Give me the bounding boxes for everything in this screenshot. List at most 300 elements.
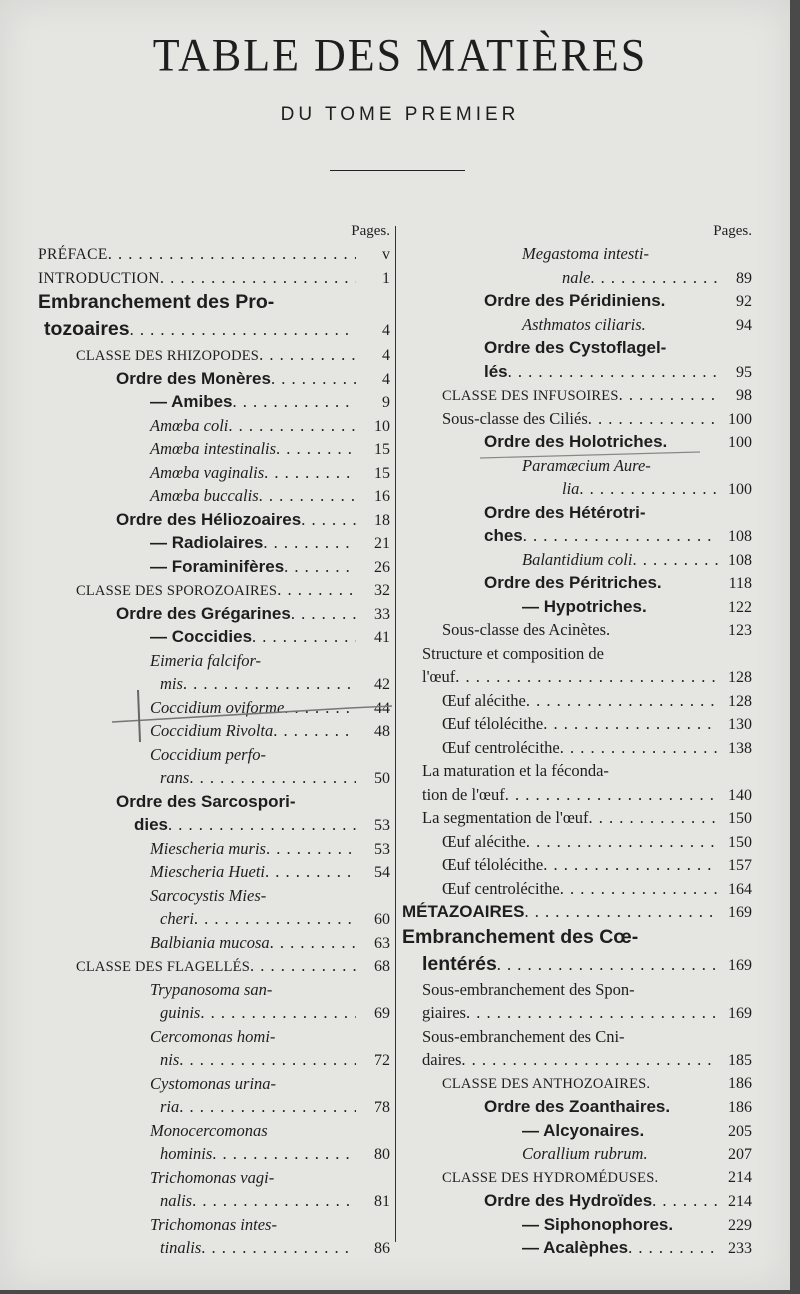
- dot-leader: [271, 367, 356, 391]
- toc-entry-label: hominis: [160, 1144, 213, 1163]
- toc-entry-label: — Amibes: [150, 392, 233, 411]
- toc-entry: [38, 1119, 390, 1143]
- toc-entry: [402, 548, 752, 572]
- toc-entry-label: Monocercomonas: [150, 1120, 268, 1140]
- toc-entry-label: Amœba intestinalis: [150, 439, 277, 458]
- toc-page-number: 122: [728, 598, 752, 616]
- toc-entry-label: Paramæcium Aure-: [522, 455, 651, 475]
- toc-entry-label: daires: [422, 1050, 462, 1069]
- toc-page-number: 100: [728, 410, 752, 428]
- toc-entry-label: Œuf télolécithe: [442, 855, 544, 874]
- toc-entry-label: mis: [160, 674, 183, 693]
- toc-page-number: 41: [374, 629, 390, 646]
- toc-entry-label: tozoaires: [44, 318, 130, 340]
- toc-entry-label: Sarcocystis Mies-: [150, 885, 267, 905]
- toc-page-number: 186: [728, 1074, 752, 1092]
- toc-entry: [38, 625, 390, 649]
- toc-entry-label: Ordre des Sarcospori-: [116, 791, 296, 811]
- toc-entry-label: lentérés: [422, 952, 497, 975]
- toc-page-number: 138: [728, 739, 752, 757]
- dot-leader: [543, 712, 718, 736]
- toc-entry: [402, 571, 752, 595]
- toc-page-number: 98: [736, 387, 752, 404]
- toc-entry-label: Ordre des Héliozoaires: [116, 509, 302, 529]
- toc-entry: [38, 1189, 390, 1213]
- toc-entry-label: Corallium rubrum.: [522, 1144, 648, 1163]
- dot-leader: [589, 806, 718, 830]
- toc-entry: [402, 501, 752, 525]
- toc-entry: [38, 602, 390, 626]
- toc-entry-label: La segmentation de l'œuf: [422, 808, 589, 827]
- toc-page-number: 164: [728, 880, 752, 898]
- toc-entry: [402, 477, 752, 501]
- toc-page-number: 60: [374, 911, 390, 928]
- toc-entry: [402, 1213, 752, 1237]
- toc-entry: [402, 736, 752, 760]
- toc-entry-label: tinalis: [160, 1238, 202, 1257]
- toc-entry-label: giaires: [422, 1003, 466, 1022]
- toc-page-number: 94: [736, 316, 752, 334]
- toc-page-number: 157: [728, 857, 752, 874]
- toc-page-number: 54: [374, 864, 390, 881]
- toc-entry-label: Œuf télolécithe: [442, 714, 544, 733]
- toc-entry: [38, 531, 390, 555]
- toc-entry: [38, 390, 390, 414]
- toc-entry-label: La maturation et la féconda-: [422, 761, 609, 780]
- toc-page-number: 214: [728, 1193, 752, 1210]
- dot-leader: [284, 555, 356, 579]
- right-entries: [402, 242, 752, 1260]
- toc-entry-label: Sous-embranchement des Cni-: [422, 1026, 625, 1046]
- right-column: [402, 220, 752, 1260]
- toc-entry: [38, 1048, 390, 1072]
- toc-entry-label: Sous-classe des Ciliés: [442, 408, 588, 428]
- toc-page-number: 68: [374, 958, 390, 975]
- toc-page-number: 72: [374, 1052, 390, 1069]
- dot-leader: [160, 266, 356, 290]
- toc-page-number: 128: [728, 669, 752, 686]
- toc-entry: [38, 316, 390, 343]
- toc-entry: [402, 1119, 752, 1143]
- toc-entry-label: Coccidium perfo-: [150, 744, 266, 764]
- dot-leader: [543, 853, 718, 877]
- toc-entry: [402, 978, 752, 1002]
- dot-leader: [461, 1048, 718, 1072]
- toc-entry-label: tion de l'œuf: [422, 784, 505, 804]
- toc-entry: [402, 1025, 752, 1049]
- toc-entry-label: Trypanosoma san-: [150, 979, 273, 999]
- toc-entry: [402, 336, 752, 360]
- toc-entry-label: — Coccidies: [150, 627, 253, 646]
- dot-leader: [291, 602, 356, 626]
- toc-entry-label: — Acalèphes: [522, 1238, 629, 1257]
- toc-entry-label: lia: [562, 479, 580, 498]
- toc-entry-label: CLASSE DES HYDROMÉDUSES.: [442, 1169, 659, 1186]
- toc-entry-label: Œuf alécithe: [442, 690, 526, 710]
- toc-page-number: 186: [728, 1099, 752, 1116]
- toc-entry: [38, 1072, 390, 1096]
- toc-page-number: 81: [374, 1193, 390, 1210]
- toc-entry: [38, 343, 390, 367]
- toc-entry-label: Balbiania mucosa: [150, 932, 270, 952]
- dot-leader: [263, 531, 356, 555]
- toc-entry-label: — Foraminifères: [150, 556, 285, 576]
- toc-page-number: 50: [374, 770, 390, 787]
- toc-page-number: 229: [728, 1216, 752, 1234]
- toc-entry-label: Sous-embranchement des Spon-: [422, 979, 635, 999]
- toc-page-number: 92: [736, 293, 752, 310]
- toc-entry-label: Embranchement des Pro-: [38, 291, 275, 313]
- title-rule: [330, 170, 465, 171]
- toc-page-number: 26: [374, 558, 390, 576]
- dot-leader: [560, 877, 718, 901]
- toc-page-number: 169: [728, 1005, 752, 1022]
- toc-entry-label: PRÉFACE: [38, 246, 108, 263]
- toc-entry-label: Ordre des Péridiniens.: [484, 291, 666, 310]
- toc-page-number: 10: [374, 417, 390, 435]
- toc-page-number: 53: [374, 817, 390, 834]
- toc-entry-label: Embranchement des Cœ-: [402, 925, 639, 948]
- dot-leader: [192, 1189, 356, 1213]
- toc-entry-label: INTRODUCTION: [38, 269, 160, 287]
- toc-entry: [402, 524, 752, 548]
- toc-page-number: 185: [728, 1052, 752, 1069]
- dot-leader: [183, 672, 356, 696]
- toc-entry: [402, 360, 752, 384]
- toc-entry-label: Ordre des Cystoflagel-: [484, 338, 667, 357]
- dot-leader: [526, 830, 718, 854]
- toc-page-number: 100: [728, 434, 752, 451]
- toc-entry: [38, 860, 390, 884]
- toc-page-number: 233: [728, 1240, 752, 1257]
- toc-entry-label: ches: [484, 526, 523, 545]
- toc-entry: [38, 1095, 390, 1119]
- toc-entry: [38, 367, 390, 391]
- toc-entry: [402, 430, 752, 454]
- toc-entry-label: l'œuf: [422, 667, 456, 686]
- toc-entry: [38, 790, 390, 814]
- toc-entry: [38, 1166, 390, 1190]
- dot-leader: [270, 931, 356, 955]
- toc-entry: [402, 1072, 752, 1096]
- toc-page-number: 100: [728, 481, 752, 498]
- dot-leader: [233, 390, 356, 414]
- dot-leader: [455, 665, 718, 689]
- toc-entry: [38, 1001, 390, 1025]
- toc-entry-label: Ordre des Holotriches.: [484, 432, 668, 451]
- toc-entry: [38, 649, 390, 673]
- toc-entry: [402, 951, 752, 978]
- toc-page-number: 15: [374, 464, 390, 482]
- dot-leader: [179, 1095, 356, 1119]
- toc-page-number: 130: [728, 716, 752, 733]
- dot-leader: [652, 1189, 718, 1213]
- dot-leader: [588, 407, 718, 431]
- toc-page-number: 207: [728, 1146, 752, 1163]
- toc-page-number: 15: [374, 441, 390, 458]
- toc-entry: [402, 783, 752, 807]
- toc-entry: [38, 289, 390, 316]
- toc-entry-label: Amœba coli: [150, 415, 229, 435]
- toc-page-number: 1: [382, 269, 390, 287]
- toc-entry: [402, 595, 752, 619]
- dot-leader: [264, 461, 356, 485]
- toc-entry: [38, 242, 390, 266]
- toc-entry: [38, 461, 390, 485]
- dot-leader: [200, 1001, 356, 1025]
- toc-entry-label: Cystomonas urina-: [150, 1073, 277, 1093]
- toc-entry: [38, 1025, 390, 1049]
- dot-leader: [505, 783, 718, 807]
- toc-entry: [38, 1142, 390, 1166]
- toc-page-number: 86: [374, 1240, 390, 1257]
- toc-entry-label: — Alcyonaires.: [522, 1120, 645, 1140]
- dot-leader: [632, 548, 718, 572]
- toc-entry: [402, 853, 752, 877]
- toc-entry: [38, 696, 390, 720]
- toc-entry-label: Eimeria falcifor-: [150, 650, 262, 670]
- dot-leader: [579, 477, 718, 501]
- toc-entry: [402, 1095, 752, 1119]
- toc-entry: [38, 813, 390, 837]
- toc-entry-label: nale: [562, 267, 591, 287]
- dot-leader: [628, 1236, 718, 1260]
- toc-entry: [402, 618, 752, 642]
- toc-page-number: 4: [382, 347, 390, 364]
- dot-leader: [523, 524, 718, 548]
- toc-entry: [402, 1236, 752, 1260]
- toc-entry: [402, 712, 752, 736]
- toc-entry-label: CLASSE DES SPOROZOAIRES: [76, 583, 278, 599]
- toc-entry-label: nis: [160, 1050, 180, 1069]
- toc-entry: [402, 665, 752, 689]
- toc-entry-label: Asthmatos ciliaris.: [522, 314, 646, 334]
- toc-entry-label: CLASSE DES FLAGELLÉS: [76, 959, 250, 975]
- toc-entry: [38, 931, 390, 955]
- toc-entry: [38, 414, 390, 438]
- dot-leader: [250, 954, 356, 978]
- dot-leader: [273, 719, 356, 743]
- toc-entry: [402, 689, 752, 713]
- toc-entry-label: Œuf alécithe: [442, 831, 526, 851]
- toc-entry: [38, 484, 390, 508]
- dot-leader: [284, 696, 356, 720]
- toc-entry-label: MÉTAZOAIRES: [402, 902, 525, 921]
- toc-page-number: 21: [374, 535, 390, 552]
- toc-entry: [38, 719, 390, 743]
- toc-page-number: 69: [374, 1005, 390, 1022]
- toc-entry-label: — Hypotriches.: [522, 596, 647, 616]
- toc-entry-label: guinis: [160, 1003, 201, 1022]
- toc-entry-label: — Radiolaires: [150, 533, 264, 552]
- toc-entry: [402, 830, 752, 854]
- toc-entry-label: lés: [484, 361, 508, 381]
- column-divider: [395, 226, 396, 1242]
- left-column: [38, 220, 390, 1260]
- toc-entry: [402, 407, 752, 431]
- toc-entry: [402, 642, 752, 666]
- left-entries: [38, 242, 390, 1260]
- dot-leader: [590, 266, 718, 290]
- toc-entry-label: rans: [160, 768, 190, 787]
- toc-entry-label: Miescheria muris: [150, 838, 266, 858]
- dot-leader: [228, 414, 356, 438]
- dot-leader: [252, 625, 356, 649]
- toc-entry: [38, 437, 390, 461]
- dot-leader: [168, 813, 356, 837]
- toc-entry-label: — Siphonophores.: [522, 1214, 674, 1234]
- toc-page-number: 118: [728, 575, 752, 592]
- dot-leader: [266, 837, 356, 861]
- dot-leader: [497, 951, 718, 978]
- toc-entry-label: Cercomonas homi-: [150, 1026, 276, 1046]
- toc-page-number: 169: [728, 956, 752, 974]
- toc-page-number: v: [382, 246, 390, 263]
- pages-heading: Pages.: [351, 223, 390, 239]
- toc-page-number: 123: [728, 622, 752, 639]
- toc-entry-label: nalis: [160, 1191, 193, 1210]
- toc-entry-label: CLASSE DES ANTHOZOAIRES.: [442, 1075, 651, 1092]
- toc-entry: [402, 313, 752, 337]
- toc-entry-label: Ordre des Grégarines: [116, 603, 291, 623]
- toc-entry-label: Megastoma intesti-: [522, 244, 649, 263]
- toc-entry: [402, 266, 752, 290]
- toc-entry-label: Coccidium Rivolta: [150, 721, 274, 740]
- toc-entry: [402, 924, 752, 951]
- toc-page-number: 9: [382, 394, 390, 411]
- toc-entry: [402, 1189, 752, 1213]
- dot-leader: [189, 766, 356, 790]
- dot-leader: [619, 383, 718, 407]
- toc-page-number: 42: [374, 676, 390, 693]
- toc-entry-label: Ordre des Zoanthaires.: [484, 1097, 671, 1116]
- dot-leader: [108, 242, 356, 266]
- toc-entry-label: Ordre des Hétérotri-: [484, 502, 646, 522]
- toc-entry-label: CLASSE DES RHIZOPODES: [76, 348, 260, 364]
- toc-entry: [38, 907, 390, 931]
- toc-entry-label: ria: [160, 1097, 180, 1116]
- toc-entry-label: Ordre des Monères: [116, 368, 271, 388]
- dot-leader: [130, 316, 356, 343]
- toc-entry: [38, 884, 390, 908]
- toc-page-number: 78: [374, 1099, 390, 1116]
- toc-entry-label: Amœba buccalis: [150, 486, 259, 505]
- toc-entry: [402, 877, 752, 901]
- toc-page-number: 16: [374, 488, 390, 505]
- toc-entry: [402, 1142, 752, 1166]
- dot-leader: [259, 343, 356, 367]
- dot-leader: [212, 1142, 356, 1166]
- toc-entry: [402, 806, 752, 830]
- toc-page-number: 89: [736, 269, 752, 287]
- dot-leader: [179, 1048, 356, 1072]
- toc-entry: [402, 383, 752, 407]
- toc-entry-label: Miescheria Hueti: [150, 862, 266, 881]
- dot-leader: [265, 860, 356, 884]
- toc-entry: [402, 900, 752, 924]
- toc-page-number: 63: [374, 934, 390, 952]
- toc-entry-label: Ordre des Hydroïdes: [484, 1191, 653, 1210]
- toc-entry: [402, 1048, 752, 1072]
- toc-page-number: 128: [728, 692, 752, 710]
- toc-entry: [402, 759, 752, 783]
- toc-entry: [38, 1236, 390, 1260]
- dot-leader: [194, 907, 356, 931]
- toc-page-number: 150: [728, 833, 752, 851]
- toc-entry: [402, 1001, 752, 1025]
- toc-page-number: 205: [728, 1122, 752, 1140]
- toc-entry-label: CLASSE DES INFUSOIRES: [442, 388, 619, 404]
- toc-entry: [402, 289, 752, 313]
- toc-entry: [38, 1213, 390, 1237]
- toc-page-number: 108: [728, 551, 752, 569]
- toc-entry-label: Œuf centrolécithe: [442, 737, 560, 757]
- toc-page-number: 32: [374, 582, 390, 599]
- dot-leader: [277, 578, 356, 602]
- toc-entry: [38, 954, 390, 978]
- toc-page-number: 108: [728, 528, 752, 545]
- dot-leader: [466, 1001, 718, 1025]
- toc-entry-label: Amœba vaginalis: [150, 462, 265, 482]
- toc-page-number: 48: [374, 723, 390, 740]
- toc-entry-label: Trichomonas vagi-: [150, 1167, 275, 1187]
- toc-entry-label: Coccidium oviforme: [150, 697, 285, 717]
- toc-entry-label: Balantidium coli: [522, 549, 633, 569]
- toc-entry-label: Sous-classe des Acinètes.: [442, 620, 611, 639]
- toc-entry: [38, 578, 390, 602]
- toc-entry: [38, 555, 390, 579]
- dot-leader: [276, 437, 356, 461]
- toc-entry-label: cheri: [160, 909, 194, 928]
- page-subtitle: DU TOME PREMIER: [280, 104, 520, 125]
- toc-page-number: 4: [382, 322, 390, 339]
- toc-entry: [38, 978, 390, 1002]
- toc-page-number: 95: [736, 363, 752, 381]
- toc-entry: [38, 766, 390, 790]
- toc-entry: [38, 837, 390, 861]
- toc-entry: [38, 508, 390, 532]
- toc-entry-label: Structure et composition de: [422, 643, 604, 663]
- toc-entry: [402, 1166, 752, 1190]
- dot-leader: [560, 736, 718, 760]
- toc-entry: [402, 242, 752, 266]
- dot-leader: [524, 900, 718, 924]
- toc-page-number: 44: [374, 699, 390, 717]
- toc-entry: [38, 672, 390, 696]
- dot-leader: [301, 508, 356, 532]
- toc-page-number: 169: [728, 904, 752, 921]
- toc-entry-label: Œuf centrolécithe: [442, 878, 560, 898]
- toc-entry-label: Trichomonas intes-: [150, 1214, 277, 1234]
- toc-page-number: 53: [374, 840, 390, 858]
- toc-entry: [38, 266, 390, 290]
- dot-leader: [508, 360, 718, 384]
- toc-page-number: 18: [374, 511, 390, 529]
- toc-page-number: 80: [374, 1146, 390, 1163]
- pages-heading: Pages.: [713, 223, 752, 239]
- toc-entry-label: dies: [134, 815, 169, 834]
- toc-page-number: 33: [374, 605, 390, 623]
- toc-entry-label: Ordre des Péritriches.: [484, 573, 662, 592]
- toc-entry: [38, 743, 390, 767]
- toc-page-number: 140: [728, 786, 752, 804]
- toc-page-number: 4: [382, 370, 390, 388]
- toc-page-number: 214: [728, 1168, 752, 1186]
- dot-leader: [201, 1236, 356, 1260]
- dot-leader: [526, 689, 718, 713]
- toc-entry: [402, 454, 752, 478]
- page-title: TABLE DES MATIÈRES: [152, 29, 648, 82]
